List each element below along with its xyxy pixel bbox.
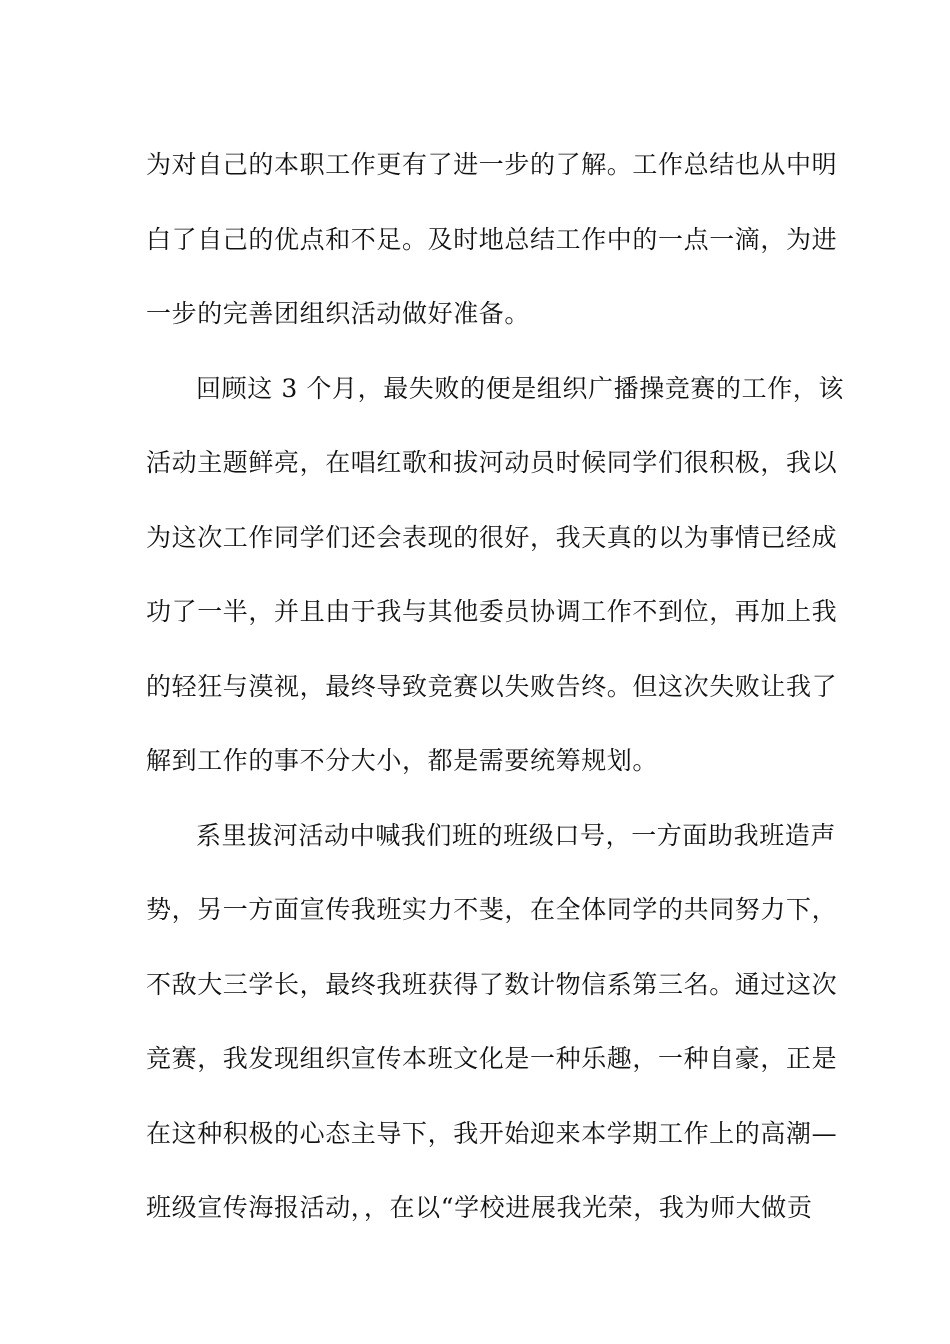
text-line: 势，另一方面宣传我班实力不斐，在全体同学的共同努力下， bbox=[146, 895, 838, 924]
paragraph-first-line: 回顾这 3 个月，最失败的便是组织广播操竞赛的工作，该 bbox=[196, 373, 845, 403]
text-line: 竞赛，我发现组织宣传本班文化是一种乐趣，一种自豪，正是 bbox=[146, 1044, 838, 1073]
text-line: 不敌大三学长，最终我班获得了数计物信系第三名。通过这次 bbox=[146, 969, 838, 999]
body-text bbox=[146, 128, 845, 1246]
text-line: 白了自己的优点和不足。及时地总结工作中的一点一滴，为进 bbox=[146, 224, 838, 254]
paragraph-first-line: 系里拔河活动中喊我们班的班级口号，一方面助我班造声 bbox=[196, 820, 837, 850]
text-line: 一步的完善团组织活动做好准备。 bbox=[146, 299, 531, 328]
text-line: 功了一半，并且由于我与其他委员协调工作不到位，再加上我 bbox=[146, 597, 838, 626]
text-line: 为对自己的本职工作更有了进一步的了解。工作总结也从中明 bbox=[146, 150, 838, 179]
text-line: 班级宣传海报活动，，在以“学校进展我光荣，我为师大做贡 bbox=[146, 1193, 813, 1222]
text-line: 在这种积极的心态主导下，我开始迎来本学期工作上的高潮— bbox=[146, 1118, 838, 1148]
text-line: 活动主题鲜亮，在唱红歌和拔河动员时候同学们很积极，我以 bbox=[146, 448, 838, 477]
text-line: 的轻狂与漠视，最终导致竞赛以失败告终。但这次失败让我了 bbox=[146, 671, 838, 701]
text-line: 解到工作的事不分大小，都是需要统筹规划。 bbox=[146, 746, 659, 775]
text-line: 为这次工作同学们还会表现的很好，我天真的以为事情已经成 bbox=[146, 522, 838, 552]
